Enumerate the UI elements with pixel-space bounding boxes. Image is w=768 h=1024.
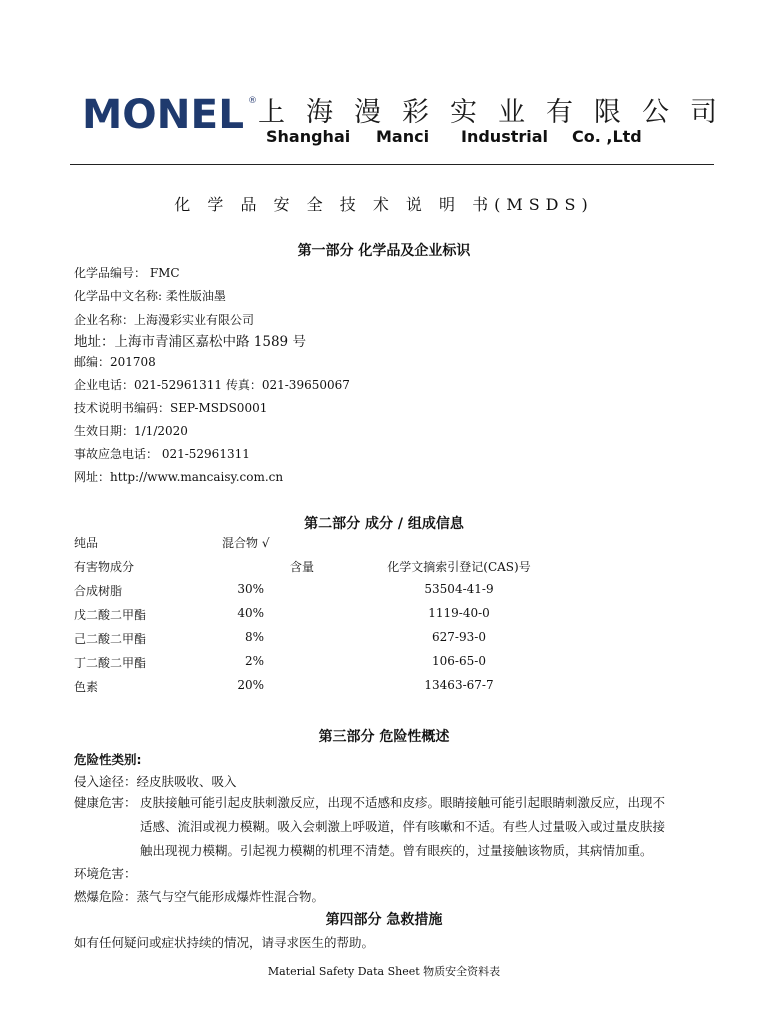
document-title: 化 学 品 安 全 技 术 说 明 书(MSDS): [174, 195, 594, 214]
address: 地址：上海市青浦区嘉松中路 1589 号: [74, 334, 306, 350]
health-hazard-label: 健康危害：: [74, 795, 137, 810]
table-row: [74, 582, 714, 602]
health-hazard-line: 触出现视力模糊。引起视力模糊的机理不清楚。曾有眼疾的，过量接触该物质，其病情加重。: [140, 843, 653, 858]
part1-heading: 第一部分 化学品及企业标识: [297, 243, 471, 259]
monel-logo: [82, 90, 257, 134]
effective-date: 生效日期：1/1/2020: [74, 424, 188, 438]
website: 网址：http://www.mancaisy.com.cn: [74, 470, 284, 484]
chem-code: 化学品编号： FMC: [74, 266, 180, 280]
company-name-cn: 上海漫彩实业有限公司: [258, 97, 738, 128]
postcode: 邮编：201708: [74, 355, 156, 369]
pure-label: 纯品: [74, 536, 99, 550]
table-row: [74, 606, 714, 626]
col-cas: 化学文摘索引登记(CAS)号: [387, 560, 531, 574]
component-name: 戊二酸二甲酯: [74, 608, 147, 622]
doc-code: 技术说明书编码：SEP-MSDS0001: [74, 401, 268, 415]
registered-mark: ®: [248, 96, 257, 106]
component-cas: 627-93-0: [432, 630, 486, 644]
part4-heading: 第四部分 急救措施: [325, 912, 443, 928]
exposure-route: 侵入途径：经皮肤吸收、吸入: [74, 774, 237, 789]
page-footer: Material Safety Data Sheet 物质安全资料表: [267, 965, 501, 978]
table-row: [74, 654, 714, 674]
purity-row: [74, 534, 714, 554]
part3-heading: 第三部分 危险性概述: [318, 729, 450, 745]
component-name: 色素: [74, 680, 99, 694]
letterhead: [74, 80, 738, 166]
first-aid-text: 如有任何疑问或症状持续的情况，请寻求医生的帮助。: [74, 935, 375, 950]
component-name: 己二酸二甲酯: [74, 632, 147, 646]
monel-logo-icon: [82, 90, 252, 134]
company-en-word: Manci: [376, 127, 430, 146]
component-cas: 106-65-0: [432, 654, 486, 668]
header-divider: [70, 164, 714, 165]
component-content: 30%: [237, 582, 264, 596]
part2-heading: 第二部分 成分 / 组成信息: [304, 516, 464, 532]
fire-hazard: 燃爆危险：蒸气与空气能形成爆炸性混合物。: [74, 889, 325, 904]
table-row: [74, 630, 714, 650]
emergency-phone: 事故应急电话： 021-52961311: [74, 447, 250, 461]
component-content: 8%: [244, 630, 264, 644]
phone-fax: 企业电话：021-52961311 传真：021-39650067: [74, 378, 350, 392]
health-hazard-text: [140, 791, 714, 863]
health-hazard-line: 适感、流泪或视力模糊。吸入会刺激上呼吸道，伴有咳嗽和不适。有些人过量吸入或过量皮肤接: [140, 819, 666, 834]
component-name: 合成树脂: [74, 584, 123, 598]
logo-wordmark: MONEL: [82, 92, 244, 134]
col-component: 有害物成分: [74, 560, 135, 574]
component-cas: 1119-40-0: [428, 606, 490, 620]
component-content: 2%: [244, 654, 264, 668]
component-cas: 13463-67-7: [424, 678, 494, 692]
mixture-label: 混合物 √: [222, 536, 270, 550]
company-en-word: Co. ,Ltd: [572, 127, 642, 146]
table-row: [74, 678, 714, 698]
component-content: 40%: [237, 606, 264, 620]
component-cas: 53504-41-9: [424, 582, 494, 596]
company-en-word: Shanghai: [266, 127, 351, 146]
env-hazard: 环境危害：: [74, 866, 137, 881]
component-name: 丁二酸二甲酯: [74, 656, 147, 670]
company-en-word: Industrial: [461, 127, 549, 146]
health-hazard-line: 皮肤接触可能引起皮肤刺激反应，出现不适感和皮疹。眼睛接触可能引起眼睛刺激反应，出现不: [140, 795, 666, 810]
col-content: 含量: [289, 560, 314, 574]
component-content: 20%: [237, 678, 264, 692]
hazard-category: 危险性类别:: [74, 752, 142, 767]
company-name: 企业名称：上海漫彩实业有限公司: [74, 313, 255, 327]
chem-name-cn: 化学品中文名称: 柔性版油墨: [74, 289, 226, 303]
table-header-row: [74, 558, 714, 578]
